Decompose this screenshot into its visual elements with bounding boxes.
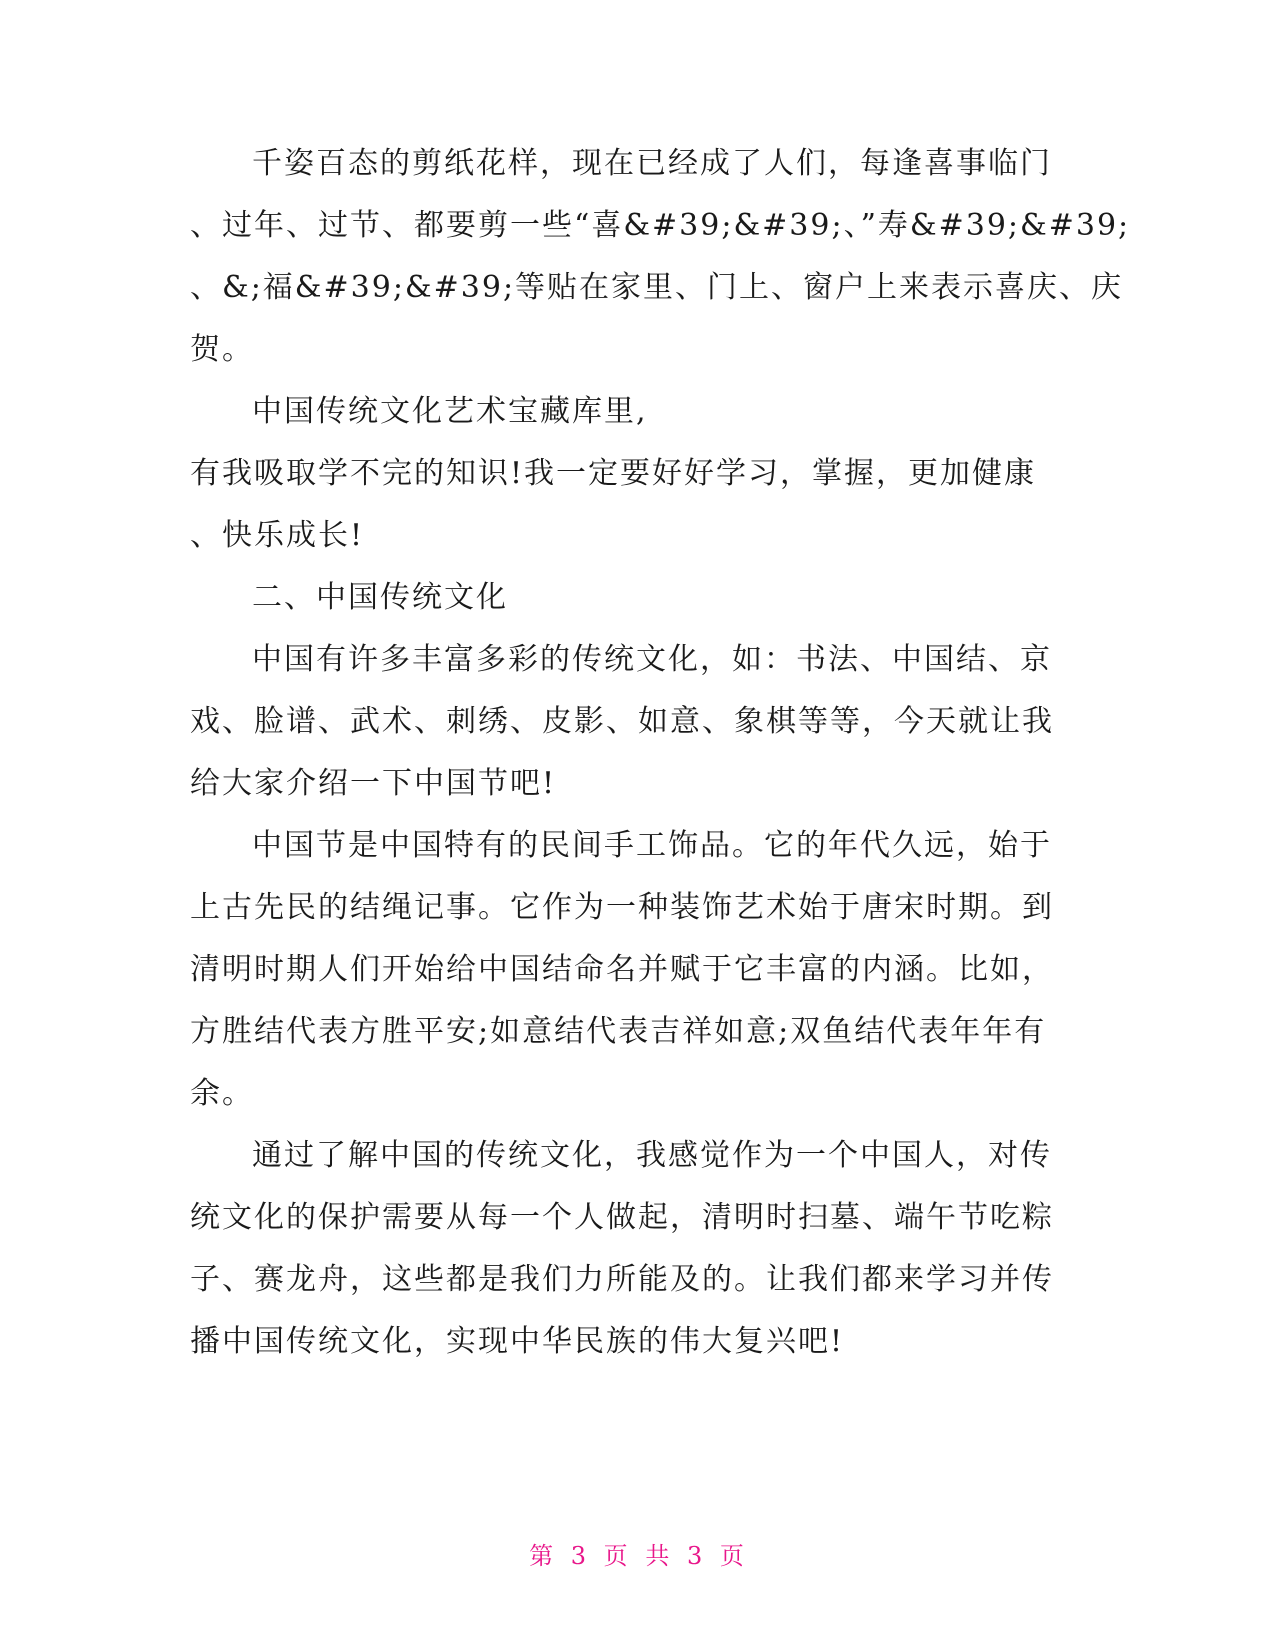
paragraph-line: 统文化的保护需要从每一个人做起，清明时扫墓、端午节吃粽	[190, 1200, 1054, 1235]
paragraph-line: 通过了解中国的传统文化，我感觉作为一个中国人，对传	[252, 1138, 1052, 1173]
paragraph-line: 、快乐成长!	[190, 518, 365, 553]
page-footer	[0, 1536, 1275, 1571]
paragraph-line: 贺。	[190, 332, 254, 367]
current-page-number: 3	[570, 1542, 589, 1570]
paragraph-line: 子、赛龙舟，这些都是我们力所能及的。让我们都来学习并传	[190, 1262, 1054, 1297]
paragraph-line: 中国传统文化艺术宝藏库里,	[252, 394, 648, 429]
total-page-count: 3	[686, 1542, 705, 1570]
footer-total-word: 共	[645, 1542, 672, 1570]
section-heading: 二、中国传统文化	[252, 580, 508, 615]
footer-page-word: 页	[603, 1542, 630, 1570]
paragraph-line: 戏、脸谱、武术、刺绣、皮影、如意、象棋等等，今天就让我	[190, 704, 1054, 739]
footer-prefix: 第	[529, 1542, 556, 1570]
paragraph-line: 上古先民的结绳记事。它作为一种装饰艺术始于唐宋时期。到	[190, 890, 1054, 925]
paragraph-line: 中国节是中国特有的民间手工饰品。它的年代久远，始于	[252, 828, 1052, 863]
paragraph-line: 余。	[190, 1076, 254, 1111]
paragraph-line: 、&;福&#39;&#39;等贴在家里、门上、窗户上来表示喜庆、庆	[190, 270, 1124, 305]
paragraph-line: 有我吸取学不完的知识!我一定要好好学习，掌握，更加健康	[190, 456, 1037, 491]
footer-suffix: 页	[719, 1542, 746, 1570]
paragraph-line: 方胜结代表方胜平安;如意结代表吉祥如意;双鱼结代表年年有	[190, 1014, 1047, 1049]
paragraph-line: 千姿百态的剪纸花样，现在已经成了人们，每逢喜事临门	[252, 146, 1052, 181]
paragraph-line: 清明时期人们开始给中国结命名并赋于它丰富的内涵。比如，	[190, 952, 1054, 987]
paragraph-line: 中国有许多丰富多彩的传统文化，如：书法、中国结、京	[252, 642, 1052, 677]
paragraph-line: 给大家介绍一下中国节吧!	[190, 766, 557, 801]
paragraph-line: 播中国传统文化，实现中华民族的伟大复兴吧!	[190, 1324, 845, 1359]
paragraph-line: 、过年、过节、都要剪一些“喜&#39;&#39;、”寿&#39;&#39;	[190, 208, 1131, 243]
